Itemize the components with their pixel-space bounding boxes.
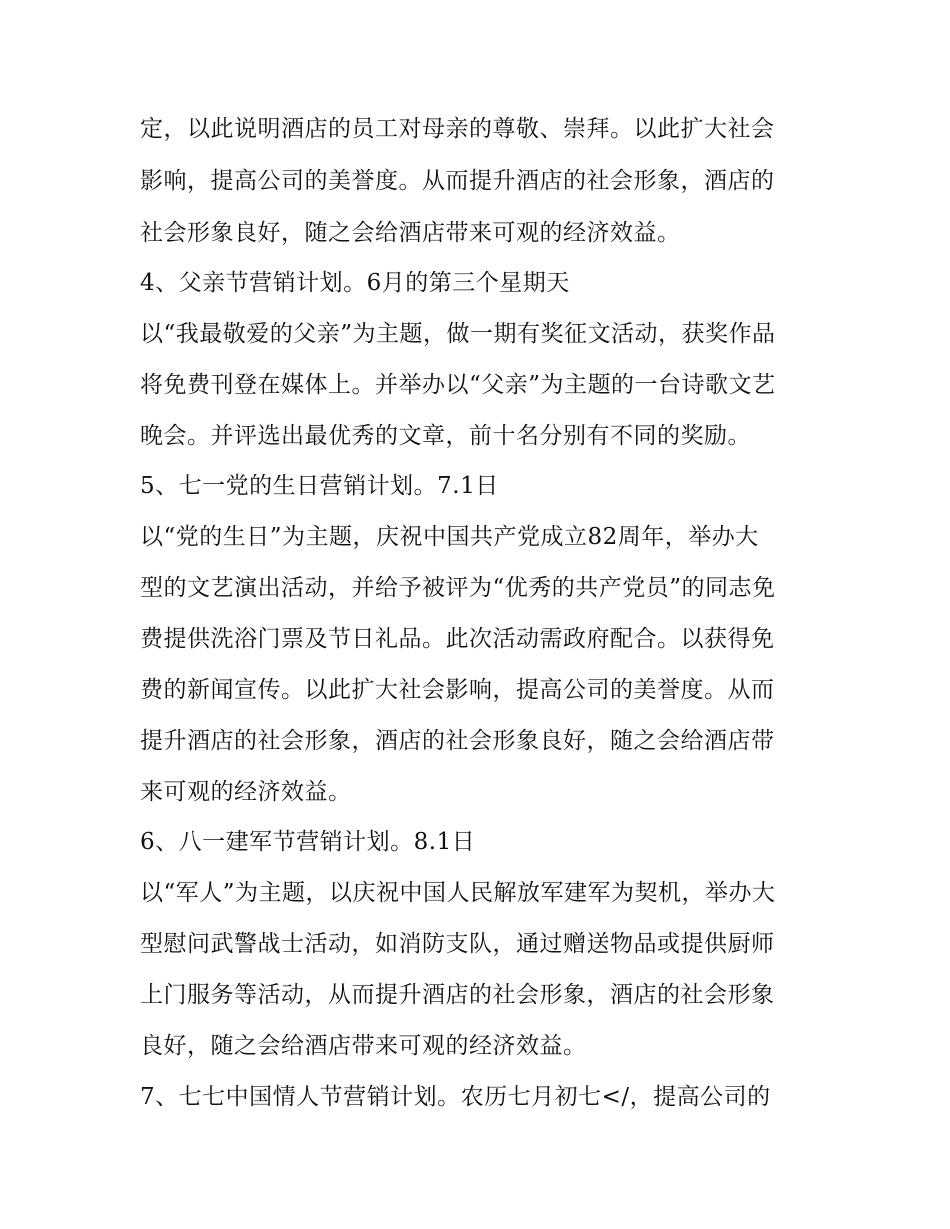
section-heading-father-day: 4、父亲节营销计划。6月的第三个星期天 <box>140 270 570 296</box>
text-line: 费的新闻宣传。以此扩大社会影响，提高公司的美誉度。从而 <box>140 677 775 703</box>
section-heading-army-day: 6、八一建军节营销计划。8.1日 <box>140 829 476 855</box>
text-line: 型的文艺演出活动，并给予被评为“优秀的共产党员”的同志免 <box>140 575 776 601</box>
text-line: 以“党的生日”为主题，庆祝中国共产党成立82周年，举办大 <box>140 524 759 550</box>
text-line: 费提供洗浴门票及节日礼品。此次活动需政府配合。以获得免 <box>140 626 775 652</box>
text-line: 型慰问武警战士活动，如消防支队，通过赠送物品或提供厨师 <box>140 931 775 957</box>
text-line: 良好，随之会给酒店带来可观的经济效益。 <box>140 1033 587 1059</box>
text-line: 将免费刊登在媒体上。并举办以“父亲”为主题的一台诗歌文艺 <box>140 372 776 398</box>
text-line: 来可观的经济效益。 <box>140 779 352 805</box>
text-line: 晚会。并评选出最优秀的文章，前十名分别有不同的奖励。 <box>140 423 751 449</box>
text-line: 社会形象良好，随之会给酒店带来可观的经济效益。 <box>140 220 681 246</box>
section-heading-party-day: 5、七一党的生日营销计划。7.1日 <box>140 473 499 499</box>
text-line: 定，以此说明酒店的员工对母亲的尊敬、崇拜。以此扩大社会 <box>140 116 775 142</box>
text-line: 上门服务等活动，从而提升酒店的社会形象，酒店的社会形象 <box>140 982 775 1008</box>
text-line: 影响，提高公司的美誉度。从而提升酒店的社会形象，酒店的 <box>140 168 775 194</box>
section-heading-qixi: 7、七七中国情人节营销计划。农历七月初七</，提高公司的 <box>140 1084 771 1110</box>
text-line: 以“军人”为主题，以庆祝中国人民解放军建军为契机，举办大 <box>140 880 776 906</box>
text-line: 以“我最敬爱的父亲”为主题，做一期有奖征文活动，获奖作品 <box>140 321 776 347</box>
text-line: 提升酒店的社会形象，酒店的社会形象良好，随之会给酒店带 <box>140 728 775 754</box>
